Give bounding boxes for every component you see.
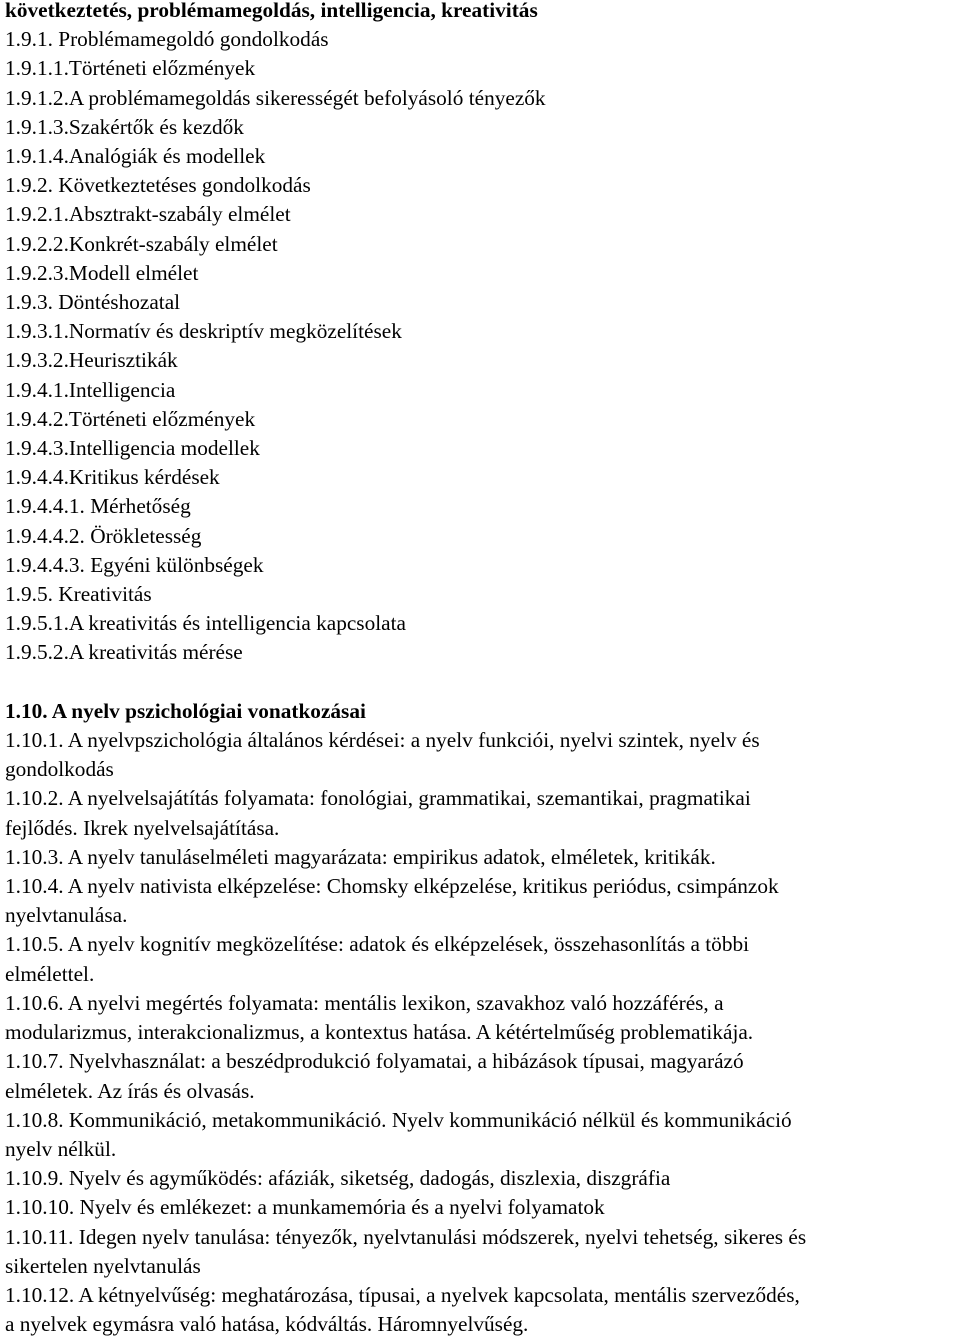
section-item-line: 1.10.1. A nyelvpszichológia általános kérdései: a nyelv funkciói, nyelvi szintek, nyelv és	[5, 728, 760, 753]
section-item-line: 1.10.2. A nyelvelsajátítás folyamata: fonológiai, grammatikai, szemantikai, pragmatikai	[5, 786, 751, 811]
section-1-10-list	[5, 726, 955, 1339]
toc-item: 1.9.2.2.Konkrét-szabály elmélet	[5, 231, 278, 256]
toc-item: 1.9.4.1.Intelligencia	[5, 377, 176, 402]
section-item-line: 1.10.4. A nyelv nativista elképzelése: Chomsky elképzelése, kritikus periódus, csimpánzok	[5, 874, 779, 899]
toc-item: 1.9.3.1.Normatív és deskriptív megközelítések	[5, 319, 402, 344]
section-item-line: modularizmus, interakcionalizmus, a kontextus hatása. A kétértelműség problematikája.	[5, 1020, 754, 1045]
toc-item: 1.9.4.4.Kritikus kérdések	[5, 465, 220, 490]
section-item	[5, 784, 955, 842]
toc-item: 1.9.3.2.Heurisztikák	[5, 348, 178, 373]
toc-item: 1.9.1.2.A problémamegoldás sikerességét befolyásoló tényezők	[5, 85, 546, 110]
section-item	[5, 843, 955, 872]
section-heading: 1.10. A nyelv pszichológiai vonatkozásai	[5, 698, 366, 723]
section-item-line: 1.10.9. Nyelv és agyműködés: afáziák, siketség, dadogás, diszlexia, diszgráfia	[5, 1166, 671, 1191]
toc-item: 1.9.4.2.Történeti előzmények	[5, 406, 256, 431]
toc-item: 1.9.5.2.A kreativitás mérése	[5, 640, 243, 665]
section-item-line: elméletek. Az írás és olvasás.	[5, 1078, 255, 1103]
section-item-line: 1.10.3. A nyelv tanuláselméleti magyarázata: empirikus adatok, elméletek, kritikák.	[5, 844, 716, 869]
section-item	[5, 930, 955, 988]
section-item-line: 1.10.8. Kommunikáció, metakommunikáció. Nyelv kommunikáció nélkül és kommunikáció	[5, 1107, 792, 1132]
toc-item: 1.9.5.1.A kreativitás és intelligencia kapcsolata	[5, 611, 406, 636]
section-item-line: gondolkodás	[5, 757, 114, 782]
section-item	[5, 1193, 955, 1222]
section-item-line: a nyelvek egymásra való hatása, kódváltás. Háromnyelvűség.	[5, 1312, 529, 1337]
toc-item: 1.9.2. Következtetéses gondolkodás	[5, 173, 311, 198]
section-item	[5, 1106, 955, 1164]
toc-item: 1.9.1. Problémamegoldó gondolkodás	[5, 27, 329, 52]
section-item-line: fejlődés. Ikrek nyelvelsajátítása.	[5, 815, 280, 840]
continued-heading: következtetés, problémamegoldás, intelligencia, kreativitás	[5, 0, 538, 22]
section-item	[5, 726, 955, 784]
section-item	[5, 1164, 955, 1193]
toc-item: 1.9.4.4.3. Egyéni különbségek	[5, 552, 264, 577]
toc-item: 1.9.1.4.Analógiák és modellek	[5, 144, 266, 169]
toc-item: 1.9.1.1.Történeti előzmények	[5, 56, 256, 81]
toc-item: 1.9.2.1.Absztrakt-szabály elmélet	[5, 202, 291, 227]
toc-item: 1.9.4.4.2. Örökletesség	[5, 523, 202, 548]
toc-item: 1.9.2.3.Modell elmélet	[5, 260, 199, 285]
section-item-line: nyelvtanulása.	[5, 903, 128, 928]
section-item-line: 1.10.6. A nyelvi megértés folyamata: mentális lexikon, szavakhoz való hozzáférés, a	[5, 990, 724, 1015]
toc-section-1-9	[5, 25, 955, 667]
section-item-line: 1.10.10. Nyelv és emlékezet: a munkamemória és a nyelvi folyamatok	[5, 1195, 605, 1220]
section-item-line: 1.10.7. Nyelvhasználat: a beszédprodukció folyamatai, a hibázások típusai, magyarázó	[5, 1049, 744, 1074]
section-item-line: 1.10.5. A nyelv kognitív megközelítése: adatok és elképzelések, összehasonlítás a többi	[5, 932, 750, 957]
section-item-line: 1.10.12. A kétnyelvűség: meghatározása, típusai, a nyelvek kapcsolata, mentális szerveződés,	[5, 1282, 800, 1307]
section-item	[5, 1223, 955, 1281]
section-item	[5, 1281, 955, 1339]
toc-item: 1.9.1.3.Szakértők és kezdők	[5, 114, 244, 139]
spacer	[5, 668, 955, 697]
section-item-line: sikertelen nyelvtanulás	[5, 1253, 201, 1278]
section-item-line: nyelv nélkül.	[5, 1136, 117, 1161]
toc-item: 1.9.4.4.1. Mérhetőség	[5, 494, 191, 519]
toc-item: 1.9.4.3.Intelligencia modellek	[5, 436, 260, 461]
section-item-line: 1.10.11. Idegen nyelv tanulása: tényezők, nyelvtanulási módszerek, nyelvi tehetség, sikeres és	[5, 1224, 807, 1249]
section-item	[5, 1047, 955, 1105]
section-item-line: elmélettel.	[5, 961, 95, 986]
document-page	[5, 0, 955, 1339]
section-item	[5, 872, 955, 930]
toc-item: 1.9.3. Döntéshozatal	[5, 290, 181, 315]
toc-item: 1.9.5. Kreativitás	[5, 582, 152, 607]
section-item	[5, 989, 955, 1047]
